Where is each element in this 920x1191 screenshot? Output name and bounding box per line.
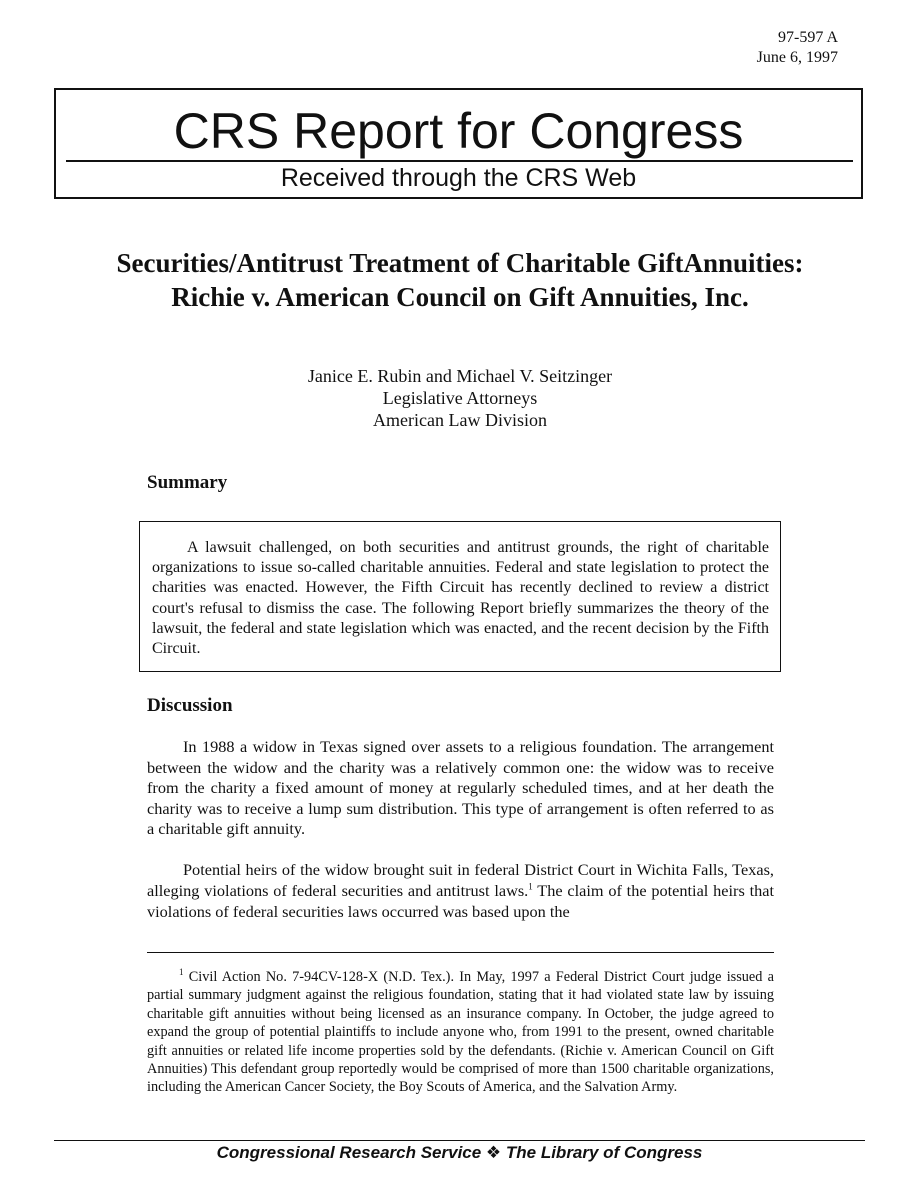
page-footer: Congressional Research Service ❖ The Library of Congress [216,1143,703,1162]
document-title: Securities/Antitrust Treatment of Charitable GiftAnnuities: Richie v. American Council on Gift Annuities, Inc. [116,248,804,312]
summary-heading: Summary [147,472,228,493]
masthead-rule [66,160,853,162]
masthead-subtitle: Received through the CRS Web [280,164,637,192]
summary-box [139,521,781,672]
discussion-heading: Discussion [147,695,233,716]
footnote [147,968,774,1097]
discussion-body [147,737,774,943]
discussion-paragraph-1: In 1988 a widow in Texas signed over assets to a religious foundation. The arrangement between the widow and the charity was a relatively common one: the widow was to receive from the charity a fixed amount of money at regularly scheduled times, and at her death the charity was to receive a lump sum distribution. This type of arrangement is often referred to as a charitable gift annuity. [147,737,774,839]
footer-divider [54,1140,865,1141]
footnote-text [147,968,774,1097]
masthead-box [54,88,863,199]
footnote-body: Civil Action No. 7-94CV-128-X (N.D. Tex.). In May, 1997 a Federal District Court judge issued a partial summary judgment against the religious foundation, stating that it had violated state law by issuing charitable gift annuities without being licensed as an insurance company. In October, the judge agreed to expand the group of potential plaintiffs to include anyone who, from 1991 to the present, owned charitable gift annuities or related life income properties sold by the defendants. (Richie v. American Council on Gift Annuities) This defendant group reportedly would be comprised of more than 1500 charitable organizations, including the American Cancer Society, the Boy Scouts of America, and the Salvation Army. [147,969,774,1096]
author-names: Janice E. Rubin and Michael V. Seitzinger [307,366,613,386]
footnote-marker: 1 [179,967,184,978]
discussion-paragraph-2 [147,860,774,922]
report-identifier [757,28,838,68]
footnote-divider [147,952,774,953]
footnote-reference[interactable]: 1 [528,881,533,892]
masthead-title: CRS Report for Congress [173,103,744,159]
paragraph-2-end: The claim of the potential heirs that violations of federal securities laws occurred was based upon the [147,881,774,921]
author-block [110,365,810,431]
report-date: June 6, 1997 [756,49,838,66]
author-division: American Law Division [373,410,547,430]
summary-text: A lawsuit challenged, on both securities and antitrust grounds, the right of charitable organizations to issue so-called charitable annuities. Federal and state legislation to protect the charities was enacted. However, the Fifth Circuit has recently declined to review a district court's refusal to dismiss the case. The following Report briefly summarizes the theory of the lawsuit, the federal and state legislation which was enacted, and the recent decision by the Fifth Circuit. [152,539,769,658]
author-role: Legislative Attorneys [382,388,538,408]
report-number: 97-597 A [778,29,838,46]
paragraph-2-start: Potential heirs of the widow brought suit in federal District Court in Wichita Falls, Texas, alleging violations of federal securities and antitrust laws. [147,860,774,901]
